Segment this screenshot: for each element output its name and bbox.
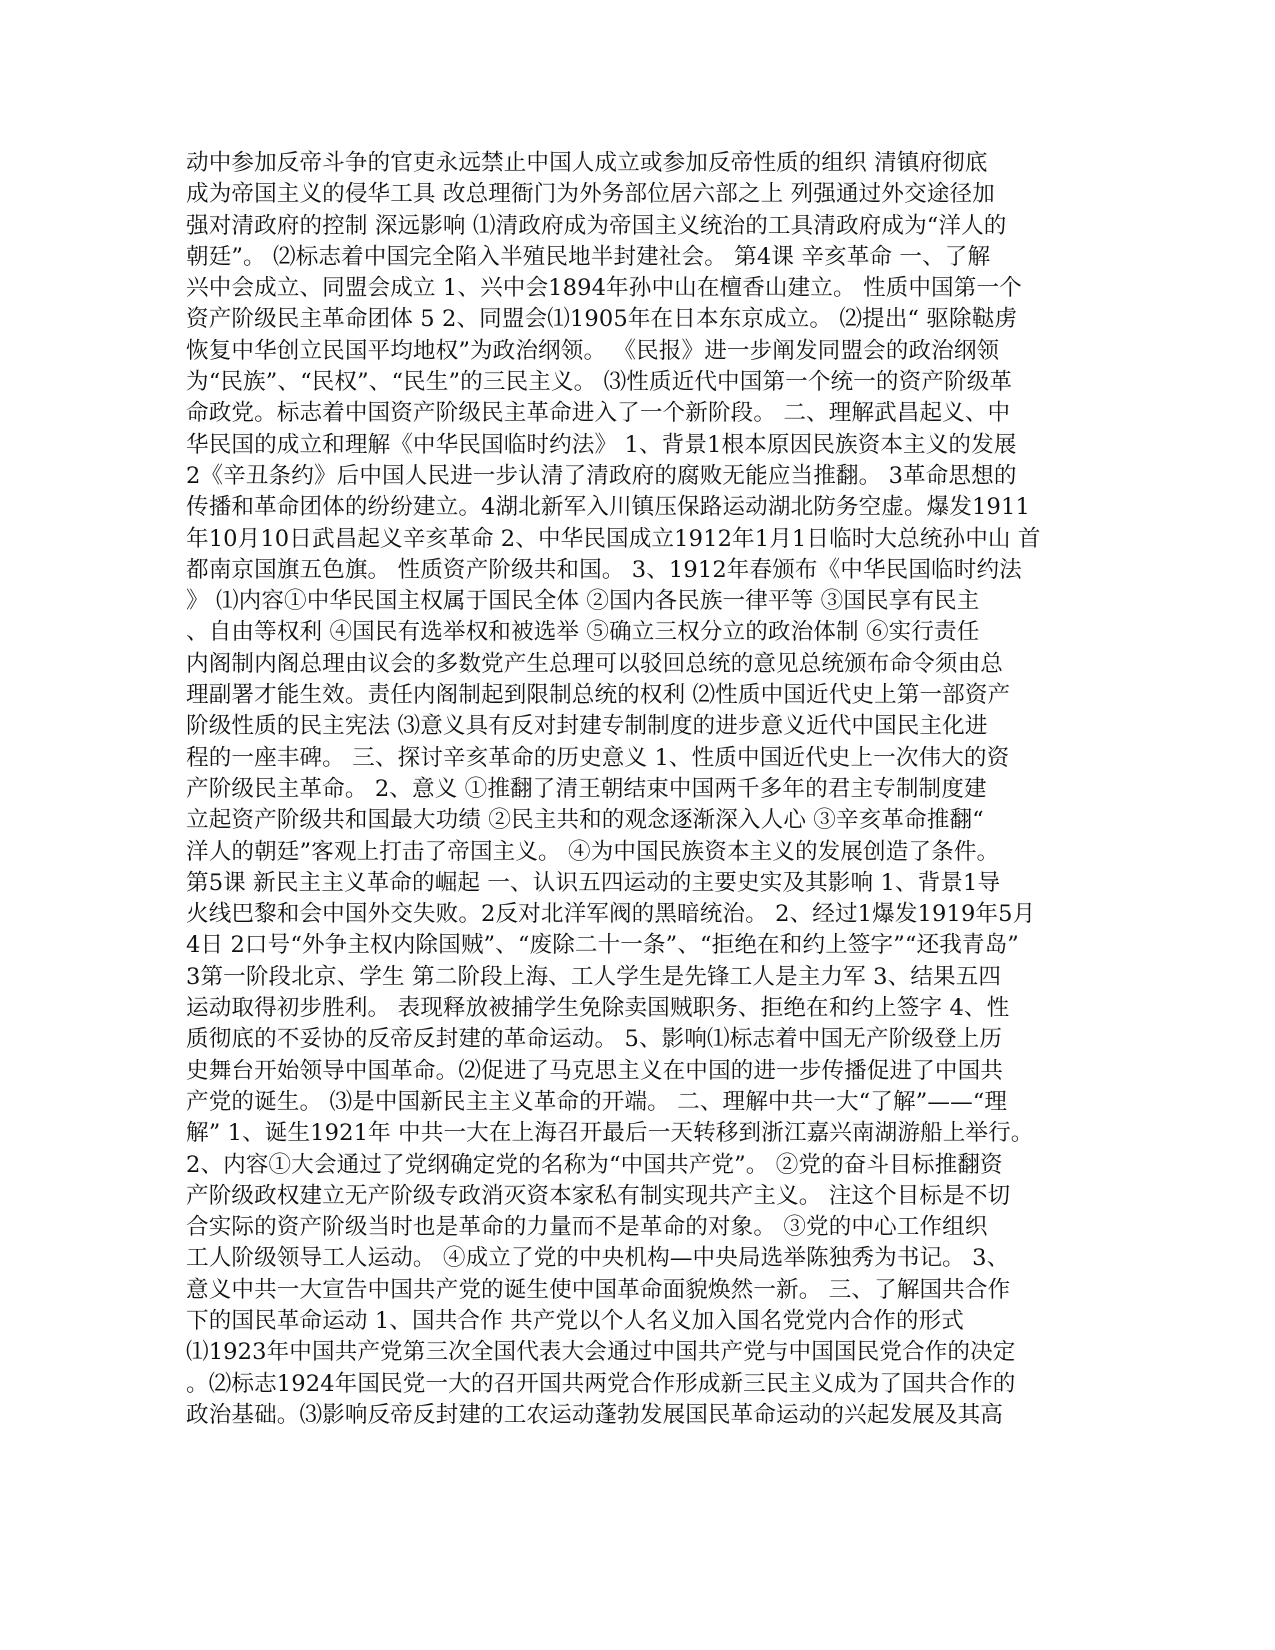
text-line: 兴中会成立、同盟会成立 1、兴中会1894年孙中山在檀香山建立。 性质中国第一个 (186, 275, 1022, 302)
text-line: 传播和革命团体的纷纷建立。4湖北新军入川镇压保路运动湖北防务空虚。爆发1911 (186, 494, 1030, 521)
text-line: 成为帝国主义的侵华工具 改总理衙门为外务部位居六部之上 列强通过外交途径加 (186, 181, 995, 208)
text-line: 解” 1、诞生1921年 中共一大在上海召开最后一天转移到浙江嘉兴南湖游船上举行。 (186, 1120, 1034, 1147)
text-line: 理副署才能生效。责任内阁制起到限制总统的权利 ⑵性质中国近代史上第一部资产 (186, 682, 1011, 709)
text-line: 恢复中华创立民国平均地权”为政治纲领。 《民报》进一步阐发同盟会的政治纲领 (186, 337, 1000, 364)
text-line: 华民国的成立和理解《中华民国临时约法》 1、背景1根本原因民族资本主义的发展 (186, 431, 1017, 458)
text-line: 。⑵标志1924年国民党一大的召开国共两党合作形成新三民主义成为了国共合作的 (186, 1370, 1016, 1397)
body-text (186, 148, 1090, 1431)
text-line: 动中参加反帝斗争的官吏永远禁止中国人成立或参加反帝性质的组织 清镇府彻底 (186, 150, 988, 176)
text-line: 、自由等权利 ④国民有选举权和被选举 ⑤确立三权分立的政治体制 ⑥实行责任 (186, 619, 980, 646)
text-line: 运动取得初步胜利。 表现释放被捕学生免除卖国贼职务、拒绝在和约上签字 4、性 (186, 995, 1010, 1022)
text-line: 为“民族”、“民权”、“民生”的三民主义。 ⑶性质近代中国第一个统一的资产阶级革 (186, 369, 1013, 396)
text-line: 合实际的资产阶级当时也是革命的力量而不是革命的对象。 ③党的中心工作组织 (186, 1214, 988, 1241)
text-line: 朝廷”。 ⑵标志着中国完全陷入半殖民地半封建社会。 第4课 辛亥革命 一、了解 (186, 243, 991, 270)
text-line: 质彻底的不妥协的反帝反封建的革命运动。 5、影响⑴标志着中国无产阶级登上历 (186, 1026, 1003, 1053)
text-line: 第5课 新民主主义革命的崛起 一、认识五四运动的主要史实及其影响 1、背景1导 (186, 869, 1001, 896)
text-line: 政治基础。⑶影响反帝反封建的工农运动蓬勃发展国民革命运动的兴起发展及其高 (186, 1401, 1003, 1428)
text-line: 工人阶级领导工人运动。 ④成立了党的中央机构—中央局选举陈独秀为书记。 3、 (186, 1245, 1010, 1272)
text-line: 》 ⑴内容①中华民国主权属于国民全体 ②国内各民族一律平等 ③国民享有民主 (186, 588, 980, 615)
text-line: 产党的诞生。 ⑶是中国新民主主义革命的开端。 二、理解中共一大“了解”——“理 (186, 1088, 1008, 1115)
text-line: 产阶级民主革命。 2、意义 ①推翻了清王朝结束中国两千多年的君主专制制度建 (186, 775, 987, 802)
text-line: 命政党。标志着中国资产阶级民主革命进入了一个新阶段。 二、理解武昌起义、中 (186, 400, 1011, 427)
text-line: 年10月10日武昌起义辛亥革命 2、中华民国成立1912年1月1日临时大总统孙中山 首 (186, 525, 1041, 552)
text-line: 产阶级政权建立无产阶级专政消灭资本家私有制实现共产主义。 注这个目标是不切 (186, 1182, 1011, 1209)
text-line: ⑴1923年中国共产党第三次全国代表大会通过中国共产党与中国国民党合作的决定 (186, 1339, 1016, 1366)
text-line: 立起资产阶级共和国最大功绩 ②民主共和的观念逐渐深入人心 ③辛亥革命推翻“ (186, 807, 984, 834)
text-line: 程的一座丰碑。 三、探讨辛亥革命的历史意义 1、性质中国近代史上一次伟大的资 (186, 744, 1010, 771)
text-line: 3第一阶段北京、学生 第二阶段上海、工人学生是先锋工人是主力军 3、结果五四 (186, 963, 1002, 990)
text-line: 2、内容①大会通过了党纲确定党的名称为“中国共产党”。 ②党的奋斗目标推翻资 (186, 1151, 1003, 1178)
text-line: 2《辛丑条约》后中国人民进一步认清了清政府的腐败无能应当推翻。 3革命思想的 (186, 462, 1017, 489)
text-line: 阶级性质的民主宪法 ⑶意义具有反对封建专制制度的进步意义近代中国民主化进 (186, 713, 988, 740)
text-line: 火线巴黎和会中国外交失败。2反对北洋军阀的黑暗统治。 2、经过1爆发1919年5月 (186, 901, 1036, 928)
text-line: 下的国民革命运动 1、国共合作 共产党以个人名义加入国名党党内合作的形式 (186, 1307, 964, 1334)
text-line: 资产阶级民主革命团体 5 2、同盟会⑴1905年在日本东京成立。 ⑵提出“ 驱除鞑虏 (186, 306, 1018, 333)
text-line: 强对清政府的控制 深远影响 ⑴清政府成为帝国主义统治的工具清政府成为“洋人的 (186, 212, 1007, 239)
text-line: 内阁制内阁总理由议会的多数党产生总理可以驳回总统的意见总统颁布命令须由总 (186, 650, 1003, 677)
text-line: 都南京国旗五色旗。 性质资产阶级共和国。 3、1912年春颁布《中华民国临时约法 (186, 556, 1022, 583)
text-line: 史舞台开始领导中国革命。⑵促进了马克思主义在中国的进一步传播促进了中国共 (186, 1057, 1003, 1084)
text-line: 洋人的朝廷”客观上打击了帝国主义。 ④为中国民族资本主义的发展创造了条件。 (186, 838, 1000, 865)
text-line: 4日 2口号“外争主权内除国贼”、“废除二十一条”、“拒绝在和约上签字”“还我青岛” (186, 932, 1019, 959)
text-line: 意义中共一大宣告中国共产党的诞生使中国革命面貌焕然一新。 三、了解国共合作 (186, 1276, 1011, 1303)
